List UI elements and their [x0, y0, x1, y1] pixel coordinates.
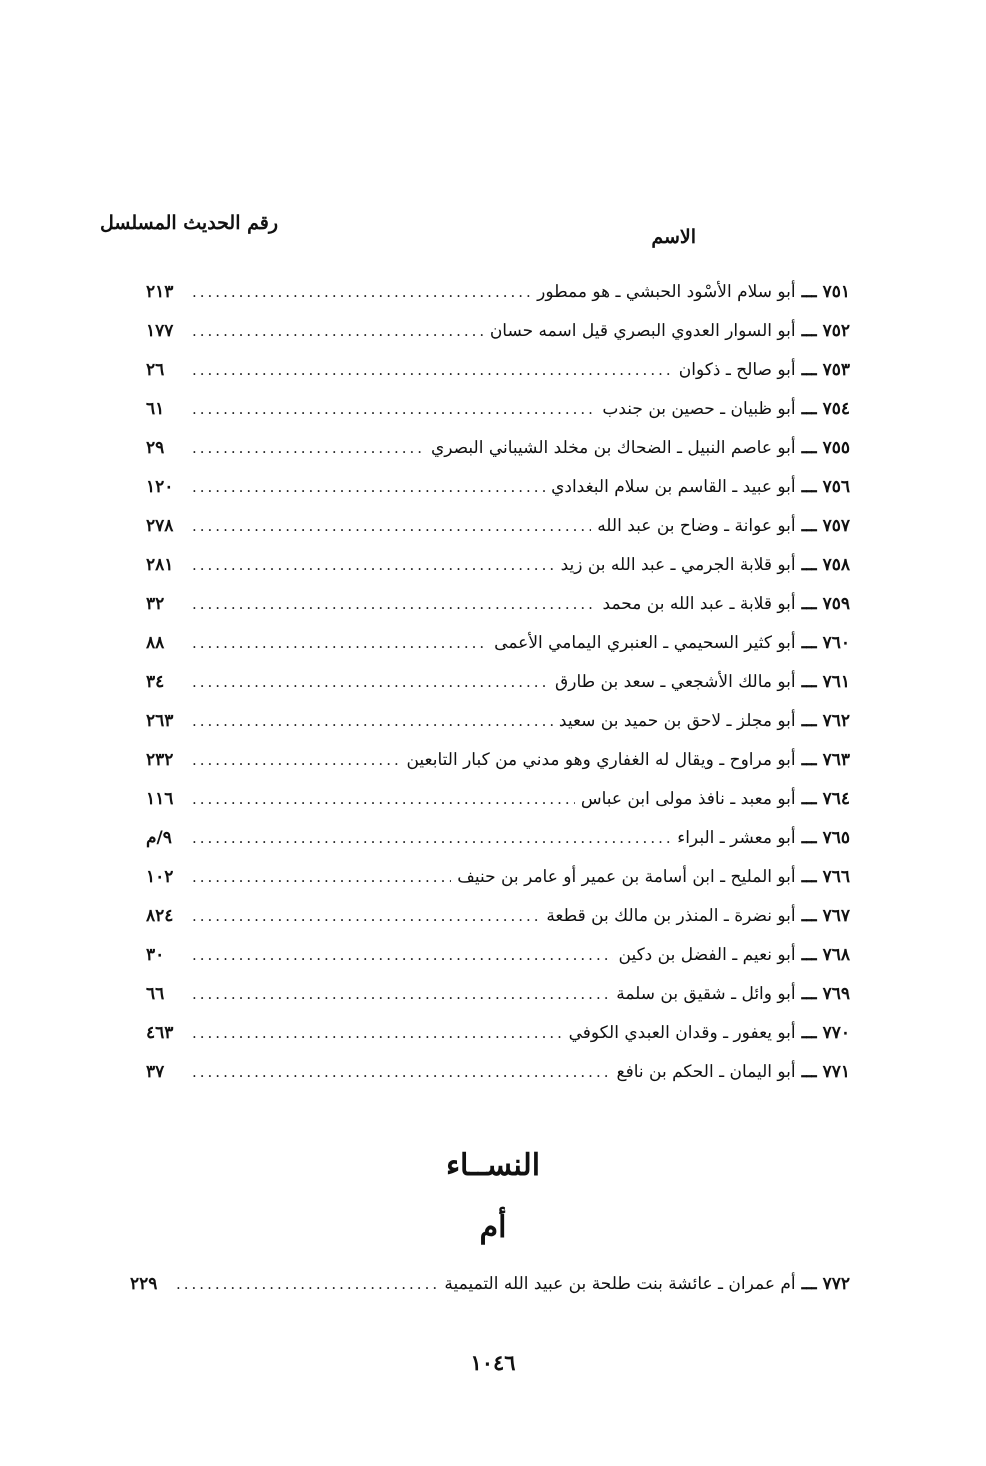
entry-dash: ـــ	[801, 1022, 817, 1043]
entry-hadith-ref: ٣٧	[146, 1061, 165, 1082]
entry-hadith-ref: ٢١٣	[146, 281, 174, 302]
entry-dash: ـــ	[801, 593, 817, 614]
index-entries-list	[146, 272, 850, 1091]
entry-dash: ـــ	[801, 515, 817, 536]
entry-number: ٧٦٣	[822, 749, 850, 770]
leader-dots	[192, 322, 484, 340]
index-entry	[146, 389, 850, 428]
entry-hadith-ref: ٣٢	[146, 593, 165, 614]
index-entry	[146, 545, 850, 584]
leader-dots	[192, 1063, 611, 1081]
entry-hadith-ref: ٢٨١	[146, 554, 174, 575]
entry-name: أبو وائل ـ شقيق بن سلمة	[616, 983, 796, 1004]
index-entry	[146, 584, 850, 623]
entry-dash: ـــ	[801, 944, 817, 965]
column-header-hadith-number: رقم الحديث المسلسل	[100, 212, 279, 234]
entry-name: أبو المليح ـ ابن أسامة بن عمير أو عامر بن حنيف	[457, 866, 796, 887]
leader-dots	[192, 751, 400, 769]
entry-number: ٧٦٩	[822, 983, 850, 1004]
leader-dots	[192, 517, 591, 535]
index-entry	[146, 623, 850, 662]
leader-dots	[192, 829, 671, 847]
entry-number: ٧٦٠	[822, 632, 850, 653]
leader-dots	[176, 1275, 438, 1293]
entry-hadith-ref: ١٠٢	[146, 866, 174, 887]
entry-dash: ـــ	[801, 1061, 817, 1082]
leader-dots	[192, 400, 596, 418]
entry-dash: ـــ	[801, 749, 817, 770]
entry-dash: ـــ	[801, 788, 817, 809]
entry-dash: ـــ	[801, 905, 817, 926]
entry-dash: ـــ	[801, 554, 817, 575]
entry-number: ٧٧١	[822, 1061, 850, 1082]
index-entry	[146, 272, 850, 311]
entry-number: ٧٦٧	[822, 905, 850, 926]
entry-hadith-ref: ٣٠	[146, 944, 165, 965]
index-entry	[146, 1013, 850, 1052]
index-entry	[146, 350, 850, 389]
entry-dash: ـــ	[801, 827, 817, 848]
entry-number: ٧٥٣	[822, 359, 850, 380]
index-entry	[146, 857, 850, 896]
entry-name: أبو معبد ـ نافذ مولى ابن عباس	[580, 788, 796, 809]
entry-hadith-ref: ١٢٠	[146, 476, 174, 497]
entry-number: ٧٦١	[822, 671, 850, 692]
entry-hadith-ref: ١١٦	[146, 788, 174, 809]
entry-name: أبو عبيد ـ القاسم بن سلام البغدادي	[551, 476, 796, 497]
leader-dots	[192, 907, 540, 925]
index-entry	[146, 779, 850, 818]
entry-number: ٧٦٨	[822, 944, 850, 965]
entry-number: ٧٥٥	[822, 437, 850, 458]
leader-dots	[192, 595, 597, 613]
leader-dots	[192, 712, 553, 730]
entry-hadith-ref: ٤٦٣	[146, 1022, 174, 1043]
leader-dots	[192, 478, 545, 496]
entry-dash: ـــ	[801, 1273, 817, 1294]
entry-dash: ـــ	[801, 437, 817, 458]
leader-dots	[192, 634, 488, 652]
index-entry	[130, 1264, 850, 1303]
leader-dots	[192, 868, 451, 886]
entry-name: أبو عوانة ـ وضاح بن عبد الله	[597, 515, 796, 536]
index-entry	[146, 467, 850, 506]
entry-dash: ـــ	[801, 632, 817, 653]
leader-dots	[192, 790, 575, 808]
entry-name: أبو قلابة الجرمي ـ عبد الله بن زيد	[560, 554, 796, 575]
entry-number: ٧٦٦	[822, 866, 850, 887]
entry-hadith-ref: ٣٤	[146, 671, 165, 692]
leader-dots	[192, 361, 673, 379]
entry-dash: ـــ	[801, 476, 817, 497]
leader-dots	[192, 283, 531, 301]
entry-dash: ـــ	[801, 398, 817, 419]
leader-dots	[192, 946, 613, 964]
column-header-name: الاسم	[651, 226, 696, 248]
entry-name: أبو عاصم النبيل ـ الضحاك بن مخلد الشيباني البصري	[430, 437, 796, 458]
leader-dots	[192, 439, 425, 457]
entry-hadith-ref: ٢٣٢	[146, 749, 174, 770]
entry-name: أبو مراوح ـ ويقال له الغفاري وهو مدني من كبار التابعين	[406, 749, 796, 770]
entry-name: أبو ظبيان ـ حصين بن جندب	[602, 398, 796, 419]
entry-number: ٧٥٢	[822, 320, 850, 341]
entry-hadith-ref: ٦١	[146, 398, 165, 419]
entry-dash: ـــ	[801, 320, 817, 341]
entry-number: ٧٦٤	[822, 788, 850, 809]
leader-dots	[192, 556, 555, 574]
entry-name: أبو قلابة ـ عبد الله بن محمد	[602, 593, 796, 614]
leader-dots	[192, 1024, 563, 1042]
entry-dash: ـــ	[801, 866, 817, 887]
entry-name: أبو مالك الأشجعي ـ سعد بن طارق	[555, 671, 796, 692]
entry-dash: ـــ	[801, 710, 817, 731]
entry-hadith-ref: ٢٧٨	[146, 515, 174, 536]
entry-number: ٧٧٢	[822, 1273, 850, 1294]
section-title-women: النســاء	[445, 1148, 541, 1183]
entry-name: أبو اليمان ـ الحكم بن نافع	[616, 1061, 796, 1082]
page-number: ١٠٤٦	[470, 1350, 516, 1375]
entry-name: أبو نضرة ـ المنذر بن مالك بن قطعة	[546, 905, 796, 926]
entry-name: أم عمران ـ عائشة بنت طلحة بن عبيد الله التميمية	[444, 1273, 796, 1294]
leader-dots	[192, 985, 610, 1003]
index-entry	[146, 662, 850, 701]
entry-hadith-ref: ٩/م	[146, 827, 172, 848]
subsection-title-umm: أم	[479, 1210, 507, 1245]
entry-number: ٧٦٢	[822, 710, 850, 731]
entry-hadith-ref: ٢٦٣	[146, 710, 174, 731]
index-entry	[146, 311, 850, 350]
entry-name: أبو السوار العدوي البصري قيل اسمه حسان	[489, 320, 796, 341]
leader-dots	[192, 673, 549, 691]
entry-hadith-ref: ٢٦	[146, 359, 165, 380]
entry-name: أبو سلام الأسْود الحبشي ـ هو ممطور	[537, 281, 796, 302]
entry-hadith-ref: ٦٦	[146, 983, 165, 1004]
index-entry	[146, 896, 850, 935]
entry-dash: ـــ	[801, 671, 817, 692]
index-entry	[146, 701, 850, 740]
entry-name: أبو كثير السحيمي ـ العنبري اليمامي الأعمى	[494, 632, 796, 653]
entry-name: أبو يعفور ـ وقدان العبدي الكوفي	[568, 1022, 796, 1043]
entry-hadith-ref: ١٧٧	[146, 320, 174, 341]
entry-number: ٧٥٧	[822, 515, 850, 536]
index-entry	[146, 974, 850, 1013]
index-entry	[146, 1052, 850, 1091]
entry-hadith-ref: ٨٢٤	[146, 905, 174, 926]
women-entries-list	[130, 1264, 850, 1303]
entry-name: أبو مجلز ـ لاحق بن حميد بن سعيد	[558, 710, 796, 731]
entry-number: ٧٦٥	[822, 827, 850, 848]
index-entry	[146, 818, 850, 857]
index-entry	[146, 935, 850, 974]
entry-number: ٧٥٦	[822, 476, 850, 497]
entry-number: ٧٥٩	[822, 593, 850, 614]
index-entry	[146, 740, 850, 779]
entry-number: ٧٥٤	[822, 398, 850, 419]
entry-number: ٧٥١	[822, 281, 850, 302]
entry-number: ٧٥٨	[822, 554, 850, 575]
entry-name: أبو صالح ـ ذكوان	[678, 359, 796, 380]
index-entry	[146, 506, 850, 545]
index-entry	[146, 428, 850, 467]
entry-number: ٧٧٠	[822, 1022, 850, 1043]
entry-dash: ـــ	[801, 281, 817, 302]
entry-dash: ـــ	[801, 983, 817, 1004]
entry-name: أبو نعيم ـ الفضل بن دكين	[618, 944, 796, 965]
entry-dash: ـــ	[801, 359, 817, 380]
entry-hadith-ref: ٢٢٩	[130, 1273, 158, 1294]
entry-hadith-ref: ٨٨	[146, 632, 165, 653]
entry-name: أبو معشر ـ البراء	[677, 827, 796, 848]
entry-hadith-ref: ٢٩	[146, 437, 165, 458]
